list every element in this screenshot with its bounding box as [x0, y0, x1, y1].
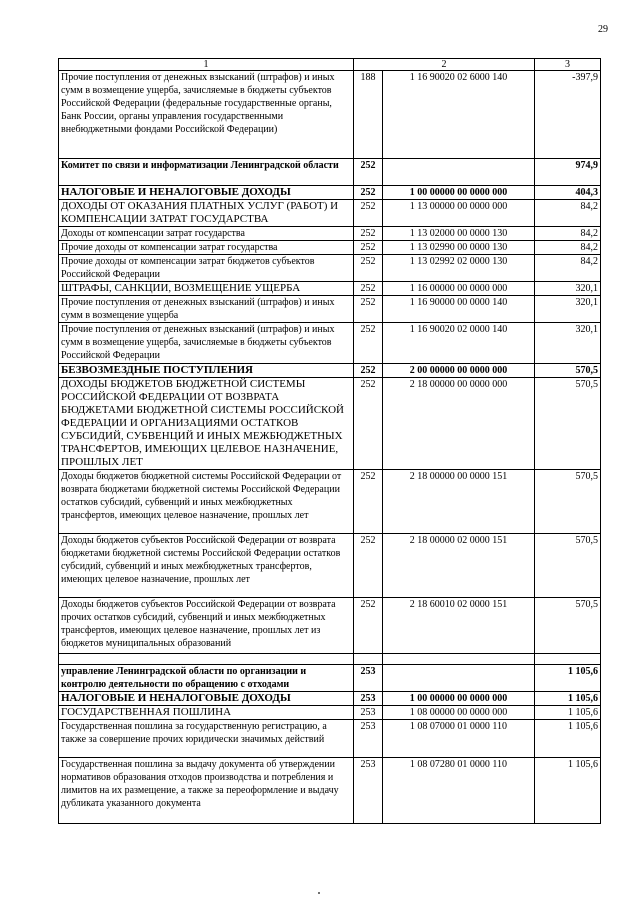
row-admin-code: 252: [354, 296, 383, 323]
row-amount: 84,2: [535, 227, 601, 241]
row-amount: -397,9: [535, 71, 601, 159]
table-row: [59, 282, 601, 296]
row-name: Доходы бюджетов бюджетной системы Российской Федерации от возврата бюджетами бюджетной системы Российской Федерации остатков субсидий, субвенций и иных межбюджетных трансфертов, имеющих целевое назначение, прошлых лет: [59, 470, 354, 534]
budget-table: [58, 58, 601, 824]
spacer-cell: [383, 654, 535, 665]
header-col-2: 2: [354, 59, 535, 71]
row-amount: 320,1: [535, 323, 601, 364]
row-amount: 84,2: [535, 255, 601, 282]
row-name: Доходы бюджетов субъектов Российской Федерации от возврата бюджетами бюджетной системы Российской Федерации остатков субсидий, субвенций и иных межбюджетных трансфертов, имеющих целевое назначение, прошлых лет: [59, 534, 354, 598]
row-name: Доходы от компенсации затрат государства: [59, 227, 354, 241]
row-name: Прочие поступления от денежных взысканий (штрафов) и иных сумм в возмещение ущерба, зачисляемые в бюджеты субъектов Российской Федерации: [59, 323, 354, 364]
row-budget-code: 1 00 00000 00 0000 000: [383, 186, 535, 200]
row-name: Государственная пошлина за государственную регистрацию, а также за совершение прочих юридически значимых действий: [59, 720, 354, 758]
row-admin-code: 252: [354, 241, 383, 255]
row-admin-code: 252: [354, 159, 383, 186]
row-amount: 570,5: [535, 364, 601, 378]
row-amount: 974,9: [535, 159, 601, 186]
row-budget-code: 1 00 00000 00 0000 000: [383, 692, 535, 706]
row-budget-code: 1 16 90020 02 0000 140: [383, 323, 535, 364]
table-row: [59, 364, 601, 378]
row-budget-code: 1 08 00000 00 0000 000: [383, 706, 535, 720]
table-row: [59, 720, 601, 758]
row-amount: 570,5: [535, 378, 601, 470]
table-row: [59, 227, 601, 241]
table-row: [59, 159, 601, 186]
row-budget-code: 1 13 02000 00 0000 130: [383, 227, 535, 241]
row-amount: 1 105,6: [535, 706, 601, 720]
spacer-cell: [354, 654, 383, 665]
row-amount: 320,1: [535, 282, 601, 296]
table-row: [59, 378, 601, 470]
row-admin-code: 252: [354, 470, 383, 534]
table-row: [59, 665, 601, 692]
row-name: ГОСУДАРСТВЕННАЯ ПОШЛИНА: [59, 706, 354, 720]
row-budget-code: 1 16 90000 00 0000 140: [383, 296, 535, 323]
row-name: НАЛОГОВЫЕ И НЕНАЛОГОВЫЕ ДОХОДЫ: [59, 186, 354, 200]
row-amount: 570,5: [535, 470, 601, 534]
row-budget-code: 2 18 60010 02 0000 151: [383, 598, 535, 654]
row-name: управление Ленинградской области по организации и контролю деятельности по обращению с отходами: [59, 665, 354, 692]
row-budget-code: 2 18 00000 00 0000 000: [383, 378, 535, 470]
table-row: [59, 758, 601, 824]
row-admin-code: 252: [354, 200, 383, 227]
row-admin-code: 252: [354, 227, 383, 241]
row-admin-code: 253: [354, 665, 383, 692]
row-budget-code: 1 16 00000 00 0000 000: [383, 282, 535, 296]
row-amount: 320,1: [535, 296, 601, 323]
table-row: [59, 323, 601, 364]
table-row: [59, 598, 601, 654]
table-row: [59, 534, 601, 598]
row-budget-code: 1 16 90020 02 6000 140: [383, 71, 535, 159]
row-amount: 404,3: [535, 186, 601, 200]
row-budget-code: 1 13 02992 02 0000 130: [383, 255, 535, 282]
row-budget-code: 2 18 00000 00 0000 151: [383, 470, 535, 534]
row-name: БЕЗВОЗМЕЗДНЫЕ ПОСТУПЛЕНИЯ: [59, 364, 354, 378]
table-row: [59, 470, 601, 534]
row-admin-code: 252: [354, 255, 383, 282]
table-row: [59, 186, 601, 200]
row-amount: 1 105,6: [535, 692, 601, 706]
row-amount: 84,2: [535, 241, 601, 255]
row-name: ШТРАФЫ, САНКЦИИ, ВОЗМЕЩЕНИЕ УЩЕРБА: [59, 282, 354, 296]
row-amount: 1 105,6: [535, 720, 601, 758]
row-budget-code: 1 08 07000 01 0000 110: [383, 720, 535, 758]
row-admin-code: 252: [354, 323, 383, 364]
row-budget-code: [383, 159, 535, 186]
row-budget-code: 1 13 02990 00 0000 130: [383, 241, 535, 255]
row-name: Прочие доходы от компенсации затрат государства: [59, 241, 354, 255]
row-admin-code: 188: [354, 71, 383, 159]
row-budget-code: 2 18 00000 02 0000 151: [383, 534, 535, 598]
row-amount: 84,2: [535, 200, 601, 227]
table-row: [59, 241, 601, 255]
table-row: [59, 296, 601, 323]
row-admin-code: 252: [354, 364, 383, 378]
row-name: ДОХОДЫ ОТ ОКАЗАНИЯ ПЛАТНЫХ УСЛУГ (РАБОТ) И КОМПЕНСАЦИИ ЗАТРАТ ГОСУДАРСТВА: [59, 200, 354, 227]
row-budget-code: 1 08 07280 01 0000 110: [383, 758, 535, 824]
row-admin-code: 253: [354, 692, 383, 706]
row-admin-code: 252: [354, 282, 383, 296]
table-row: [59, 200, 601, 227]
row-admin-code: 252: [354, 378, 383, 470]
row-admin-code: 253: [354, 758, 383, 824]
row-name: Комитет по связи и информатизации Ленинградской области: [59, 159, 354, 186]
row-name: Государственная пошлина за выдачу документа об утверждении нормативов образования отходов производства и потребления и лимитов на их размещение, а также за переоформление и выдачу дубликата указанного документа: [59, 758, 354, 824]
row-amount: 1 105,6: [535, 665, 601, 692]
header-row: [59, 59, 601, 71]
header-col-3: 3: [535, 59, 601, 71]
spacer-cell: [535, 654, 601, 665]
header-col-1: 1: [59, 59, 354, 71]
row-admin-code: 253: [354, 720, 383, 758]
table-row: [59, 706, 601, 720]
row-budget-code: 2 00 00000 00 0000 000: [383, 364, 535, 378]
row-admin-code: 252: [354, 598, 383, 654]
table-row: [59, 71, 601, 159]
row-budget-code: 1 13 00000 00 0000 000: [383, 200, 535, 227]
row-amount: 570,5: [535, 598, 601, 654]
table-spacer-row: [59, 654, 601, 665]
row-admin-code: 253: [354, 706, 383, 720]
table-row: [59, 255, 601, 282]
row-name: ДОХОДЫ БЮДЖЕТОВ БЮДЖЕТНОЙ СИСТЕМЫ РОССИЙСКОЙ ФЕДЕРАЦИИ ОТ ВОЗВРАТА БЮДЖЕТАМИ БЮДЖЕТНОЙ СИСТЕМЫ РОССИЙСКОЙ ФЕДЕРАЦИИ И ОРГАНИЗАЦИЯМИ ОСТАТКОВ СУБСИДИЙ, СУБВЕНЦИЙ И ИНЫХ МЕЖБЮДЖЕТНЫХ ТРАНСФЕРТОВ, ИМЕЮЩИХ ЦЕЛЕВОЕ НАЗНАЧЕНИЕ, ПРОШЛЫХ ЛЕТ: [59, 378, 354, 470]
page-number: 29: [598, 24, 608, 35]
scan-mark: [318, 892, 320, 894]
row-name: НАЛОГОВЫЕ И НЕНАЛОГОВЫЕ ДОХОДЫ: [59, 692, 354, 706]
row-admin-code: 252: [354, 186, 383, 200]
row-amount: 570,5: [535, 534, 601, 598]
row-name: Доходы бюджетов субъектов Российской Федерации от возврата прочих остатков субсидий, субвенций и иных межбюджетных трансфертов, имеющих целевое назначение, прошлых лет из бюджетов муниципальных образований: [59, 598, 354, 654]
row-name: Прочие доходы от компенсации затрат бюджетов субъектов Российской Федерации: [59, 255, 354, 282]
row-name: Прочие поступления от денежных взысканий (штрафов) и иных сумм в возмещение ущерба, зачисляемые в бюджеты субъектов Российской Федерации (федеральные государственные органы, Банк России, органы управления государственными внебюджетными фондами Российской Федерации): [59, 71, 354, 159]
row-amount: 1 105,6: [535, 758, 601, 824]
table-row: [59, 692, 601, 706]
row-name: Прочие поступления от денежных взысканий (штрафов) и иных сумм в возмещение ущерба: [59, 296, 354, 323]
row-budget-code: [383, 665, 535, 692]
spacer-cell: [59, 654, 354, 665]
row-admin-code: 252: [354, 534, 383, 598]
